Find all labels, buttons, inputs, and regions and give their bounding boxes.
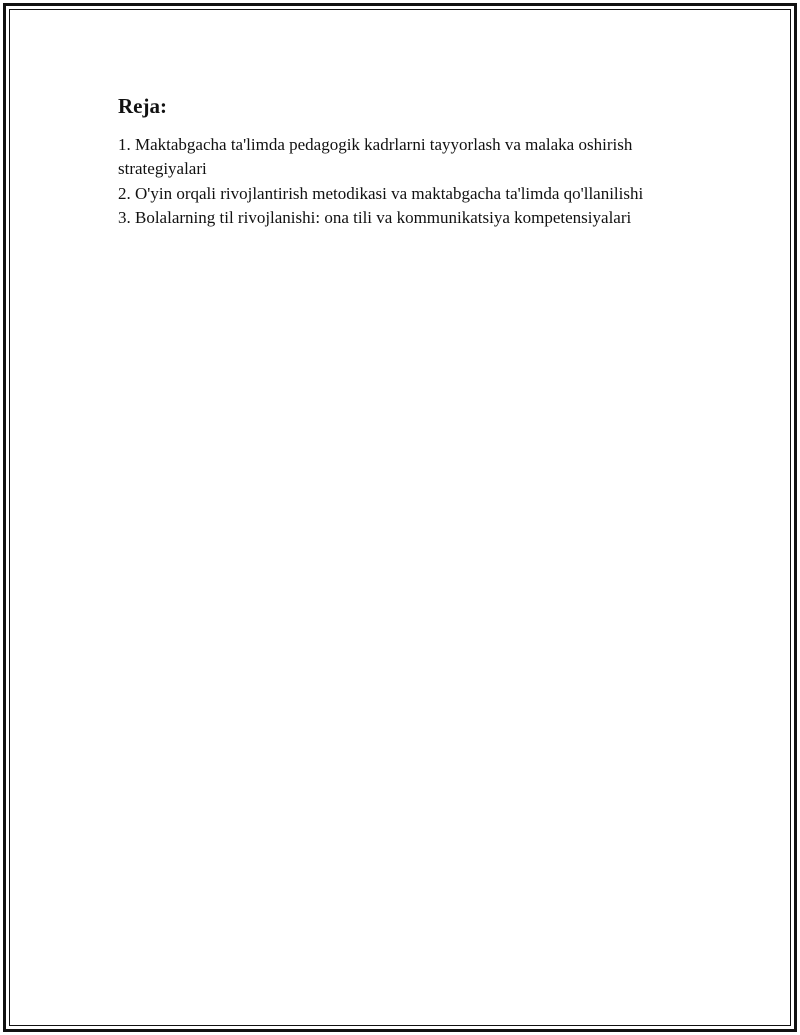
plan-item-3: 3. Bolalarning til rivojlanishi: ona tili va kommunikatsiya kompetensiyalari	[118, 208, 632, 228]
plan-list	[118, 133, 688, 231]
plan-heading: Reja:	[118, 94, 167, 118]
document-body	[118, 92, 688, 231]
plan-item-2: 2. O'yin orqali rivojlantirish metodikasi va maktabgacha ta'limda qo'llanilishi	[118, 183, 644, 203]
plan-item-1: 1. Maktabgacha ta'limda pedagogik kadrlarni tayyorlash va malaka oshirish strategiyalari	[118, 135, 633, 179]
